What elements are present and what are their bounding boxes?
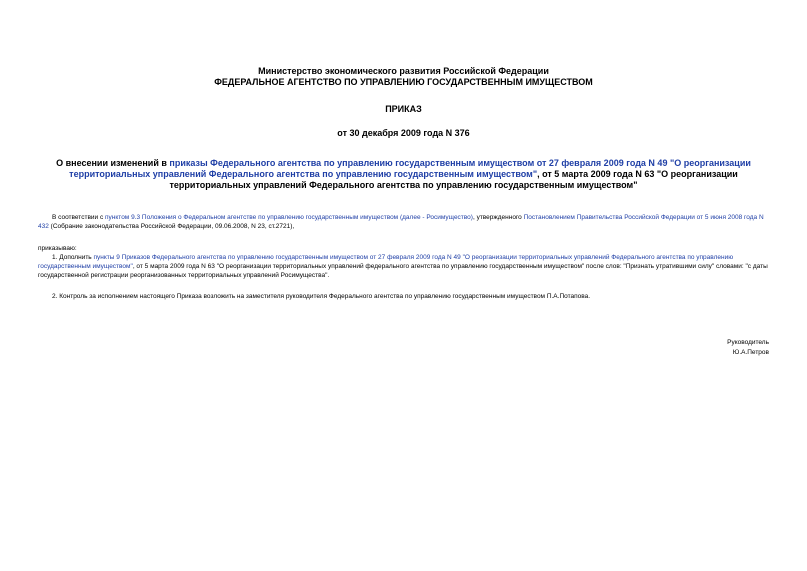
regulation-clause-link[interactable]: пунктом 9.3 Положения о Федеральном агентстве по управлению государственным имуществом (далее - Росимущество) <box>105 214 473 221</box>
item-1-paragraph <box>38 253 769 280</box>
preamble-text-1: В соответствии с <box>52 214 106 221</box>
ministry-name: Министерство экономического развития Российской Федерации <box>258 66 549 76</box>
signature-block <box>38 338 769 358</box>
signatory-name: Ю.А.Петров <box>732 349 769 356</box>
agency-name: ФЕДЕРАЛЬНОЕ АГЕНТСТВО ПО УПРАВЛЕНИЮ ГОСУДАРСТВЕННЫМ ИМУЩЕСТВОМ <box>214 77 593 87</box>
government-decree-link[interactable]: Постановлением Правительства Российской Федерации от 5 июня 2008 года N 432 <box>38 214 764 230</box>
subject-suffix: , от 5 марта 2009 года N 63 "О реорганизации территориальных управлений Федерального агентства по управлению государственным имуществом" <box>169 169 738 190</box>
preamble-text-2: , утвержденного <box>472 214 524 221</box>
signatory-title: Руководитель <box>727 339 769 346</box>
item-1-text-1: 1. Дополнить <box>52 254 94 261</box>
subject-prefix: О внесении изменений в <box>56 158 170 168</box>
subject-orders-link[interactable]: приказы Федерального агентства по управлению государственным имуществом от 27 февраля 2009 года N 49 "О реорганизации территориальных управлений Федерального агентства по управлению государственным имуществом" <box>69 158 751 179</box>
item-2-paragraph: 2. Контроль за исполнением настоящего Приказа возложить на заместителя руководителя Федерального агентства по управлению государственным имуществом П.А.Потапова. <box>52 293 591 300</box>
item-1-text-2: , от 5 марта 2009 года N 63 "О реорганизации территориальных управлений федерального агентства по управлению государственным имуществом" после слов: "Признать утратившими силу" словами: "с даты государственной регистрации реорганизованных территориальных управлений Росимущества". <box>38 263 768 279</box>
document-type: ПРИКАЗ <box>385 104 422 114</box>
preamble-text-3: (Собрание законодательства Российской Федерации, 09.06.2008, N 23, ст.2721), <box>48 223 295 230</box>
document-date-number: от 30 декабря 2009 года N 376 <box>337 128 470 138</box>
document-subject <box>38 158 769 191</box>
order-word: приказываю: <box>38 245 77 252</box>
preamble-paragraph <box>38 213 769 231</box>
document-body <box>38 213 769 301</box>
document-header <box>38 66 769 88</box>
orders-clause-9-link[interactable]: пункты 9 Приказов Федерального агентства по управлению государственным имуществом от 27 февраля 2009 года N 49 "О реорганизации территориальных управлений Федерального агентства по управлению государственным имуществом" <box>38 254 734 270</box>
